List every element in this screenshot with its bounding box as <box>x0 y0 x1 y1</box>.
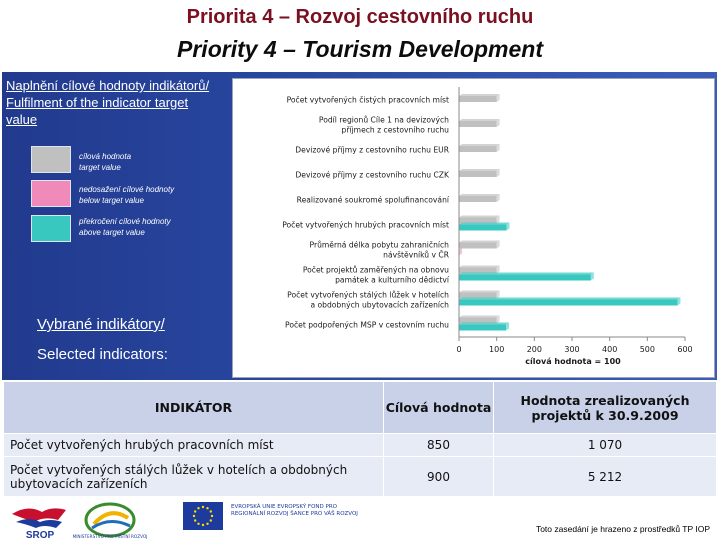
row-achieved: 1 070 <box>494 434 717 457</box>
bar <box>459 171 497 177</box>
row-indicator: Počet vytvořených stálých lůžek v hotelích a obdobných ubytovacích zařízeních <box>4 457 384 497</box>
x-tick-label: 600 <box>677 345 693 354</box>
table-row <box>4 457 717 497</box>
eu-star <box>194 510 196 512</box>
eu-star <box>210 519 212 521</box>
bar-top <box>459 273 594 275</box>
eu-star <box>206 523 208 525</box>
bar-top <box>459 291 500 293</box>
bar-top <box>459 216 500 218</box>
table-row <box>4 434 717 457</box>
legend-swatch-below <box>31 180 71 207</box>
legend-label-target: cílová hodnota target value <box>79 152 132 172</box>
x-tick-label: 200 <box>526 345 542 354</box>
x-tick-label: 300 <box>564 345 580 354</box>
bar-top <box>459 266 500 268</box>
eu-star <box>197 507 199 509</box>
x-tick-label: 500 <box>639 345 655 354</box>
eu-star <box>211 515 213 517</box>
row-indicator: Počet vytvořených hrubých pracovních míst <box>4 434 384 457</box>
eu-star <box>210 510 212 512</box>
bar-top <box>459 223 509 225</box>
x-tick-label: 0 <box>456 345 462 354</box>
eu-star <box>202 524 204 526</box>
chart-annotation: cílová hodnota = 100 <box>525 357 621 366</box>
category-label: Počet projektů zaměřených na obnovu památek a kulturního dědictví <box>302 265 449 285</box>
bar <box>459 225 506 231</box>
category-label: Devizové příjmy z cestovního ruchu CZK <box>295 170 449 180</box>
eu-star <box>193 515 195 517</box>
eu-flag-icon <box>183 502 223 530</box>
bar <box>459 325 506 331</box>
bar <box>459 121 497 127</box>
title-czech: Priorita 4 – Rozvoj cestovního ruchu <box>186 6 534 28</box>
bar-top <box>459 94 500 96</box>
bar-top <box>459 298 680 300</box>
bar-top <box>459 169 500 171</box>
bar <box>459 275 591 281</box>
bar <box>459 196 497 202</box>
bar-top <box>459 194 500 196</box>
srop-logo-text: SROP <box>25 530 55 540</box>
legend-title: Naplnění cílové hodnoty indikátorů/ Fulfilment of the indicator target value <box>6 78 210 127</box>
category-label: Devizové příjmy z cestovního ruchu EUR <box>295 145 449 155</box>
category-label: Podíl regionů Cíle 1 na devizových příjmech z cestovního ruchu <box>318 115 449 135</box>
eu-star <box>194 519 196 521</box>
eu-star <box>206 507 208 509</box>
header-indicator: INDIKÁTOR <box>4 382 384 434</box>
table-header-row <box>4 382 717 434</box>
srop-logo <box>8 500 72 540</box>
bar-top <box>459 316 500 318</box>
header-achieved: Hodnota zrealizovaných projektů k 30.9.2009 <box>494 382 717 434</box>
row-achieved: 5 212 <box>494 457 717 497</box>
category-label: Počet podpořených MSP v cestovním ruchu <box>285 320 449 330</box>
funding-note: Toto zasedání je hrazeno z prostředků TP IOP <box>535 524 710 534</box>
x-tick-label: 400 <box>602 345 618 354</box>
eu-star <box>202 506 204 508</box>
eu-star <box>197 523 199 525</box>
category-label: Realizované soukromé spolufinancování <box>296 195 449 205</box>
eu-fund-text: EVROPSKÁ UNIE EVROPSKÝ FOND PRO REGIONÁLNÍ ROZVOJ ŠANCE PRO VÁŠ ROZVOJ <box>231 504 358 517</box>
title-english: Priority 4 – Tourism Development <box>177 36 543 62</box>
row-target: 850 <box>384 434 494 457</box>
bar <box>459 146 497 152</box>
category-label: Průměrná délka pobytu zahraničních návštěvníků v ČR <box>309 240 449 260</box>
legend-label-above: překročení cílové hodnoty above target value <box>79 217 171 237</box>
indicator-table <box>3 381 717 497</box>
selected-indicators-heading: Vybrané indikátory/ <box>37 316 165 333</box>
header-target: Cílová hodnota <box>384 382 494 434</box>
row-target: 900 <box>384 457 494 497</box>
category-label: Počet vytvořených stálých lůžek v hotelích a obdobných ubytovacích zařízeních <box>287 290 449 310</box>
bar-top <box>459 144 500 146</box>
selected-indicators-subheading: Selected indicators: <box>37 346 168 363</box>
bar <box>459 96 497 102</box>
bar-top <box>459 241 500 243</box>
category-label: Počet vytvořených čistých pracovních míst <box>286 95 449 105</box>
category-label: Počet vytvořených hrubých pracovních míst <box>282 220 449 230</box>
bar <box>459 300 677 306</box>
bar-chart-svg <box>233 79 716 379</box>
ministry-logo <box>72 498 148 540</box>
bar-chart <box>232 78 715 378</box>
legend-swatch-above <box>31 215 71 242</box>
bar <box>459 243 497 249</box>
bar-top <box>459 323 509 325</box>
legend-label-below: nedosažení cílové hodnoty below target value <box>79 185 175 205</box>
x-tick-label: 100 <box>489 345 505 354</box>
ministry-logo-text: MINISTERSTVO PRO MÍSTNÍ ROZVOJ <box>72 534 148 539</box>
bar-top <box>459 119 500 121</box>
legend-swatch-target <box>31 146 71 173</box>
